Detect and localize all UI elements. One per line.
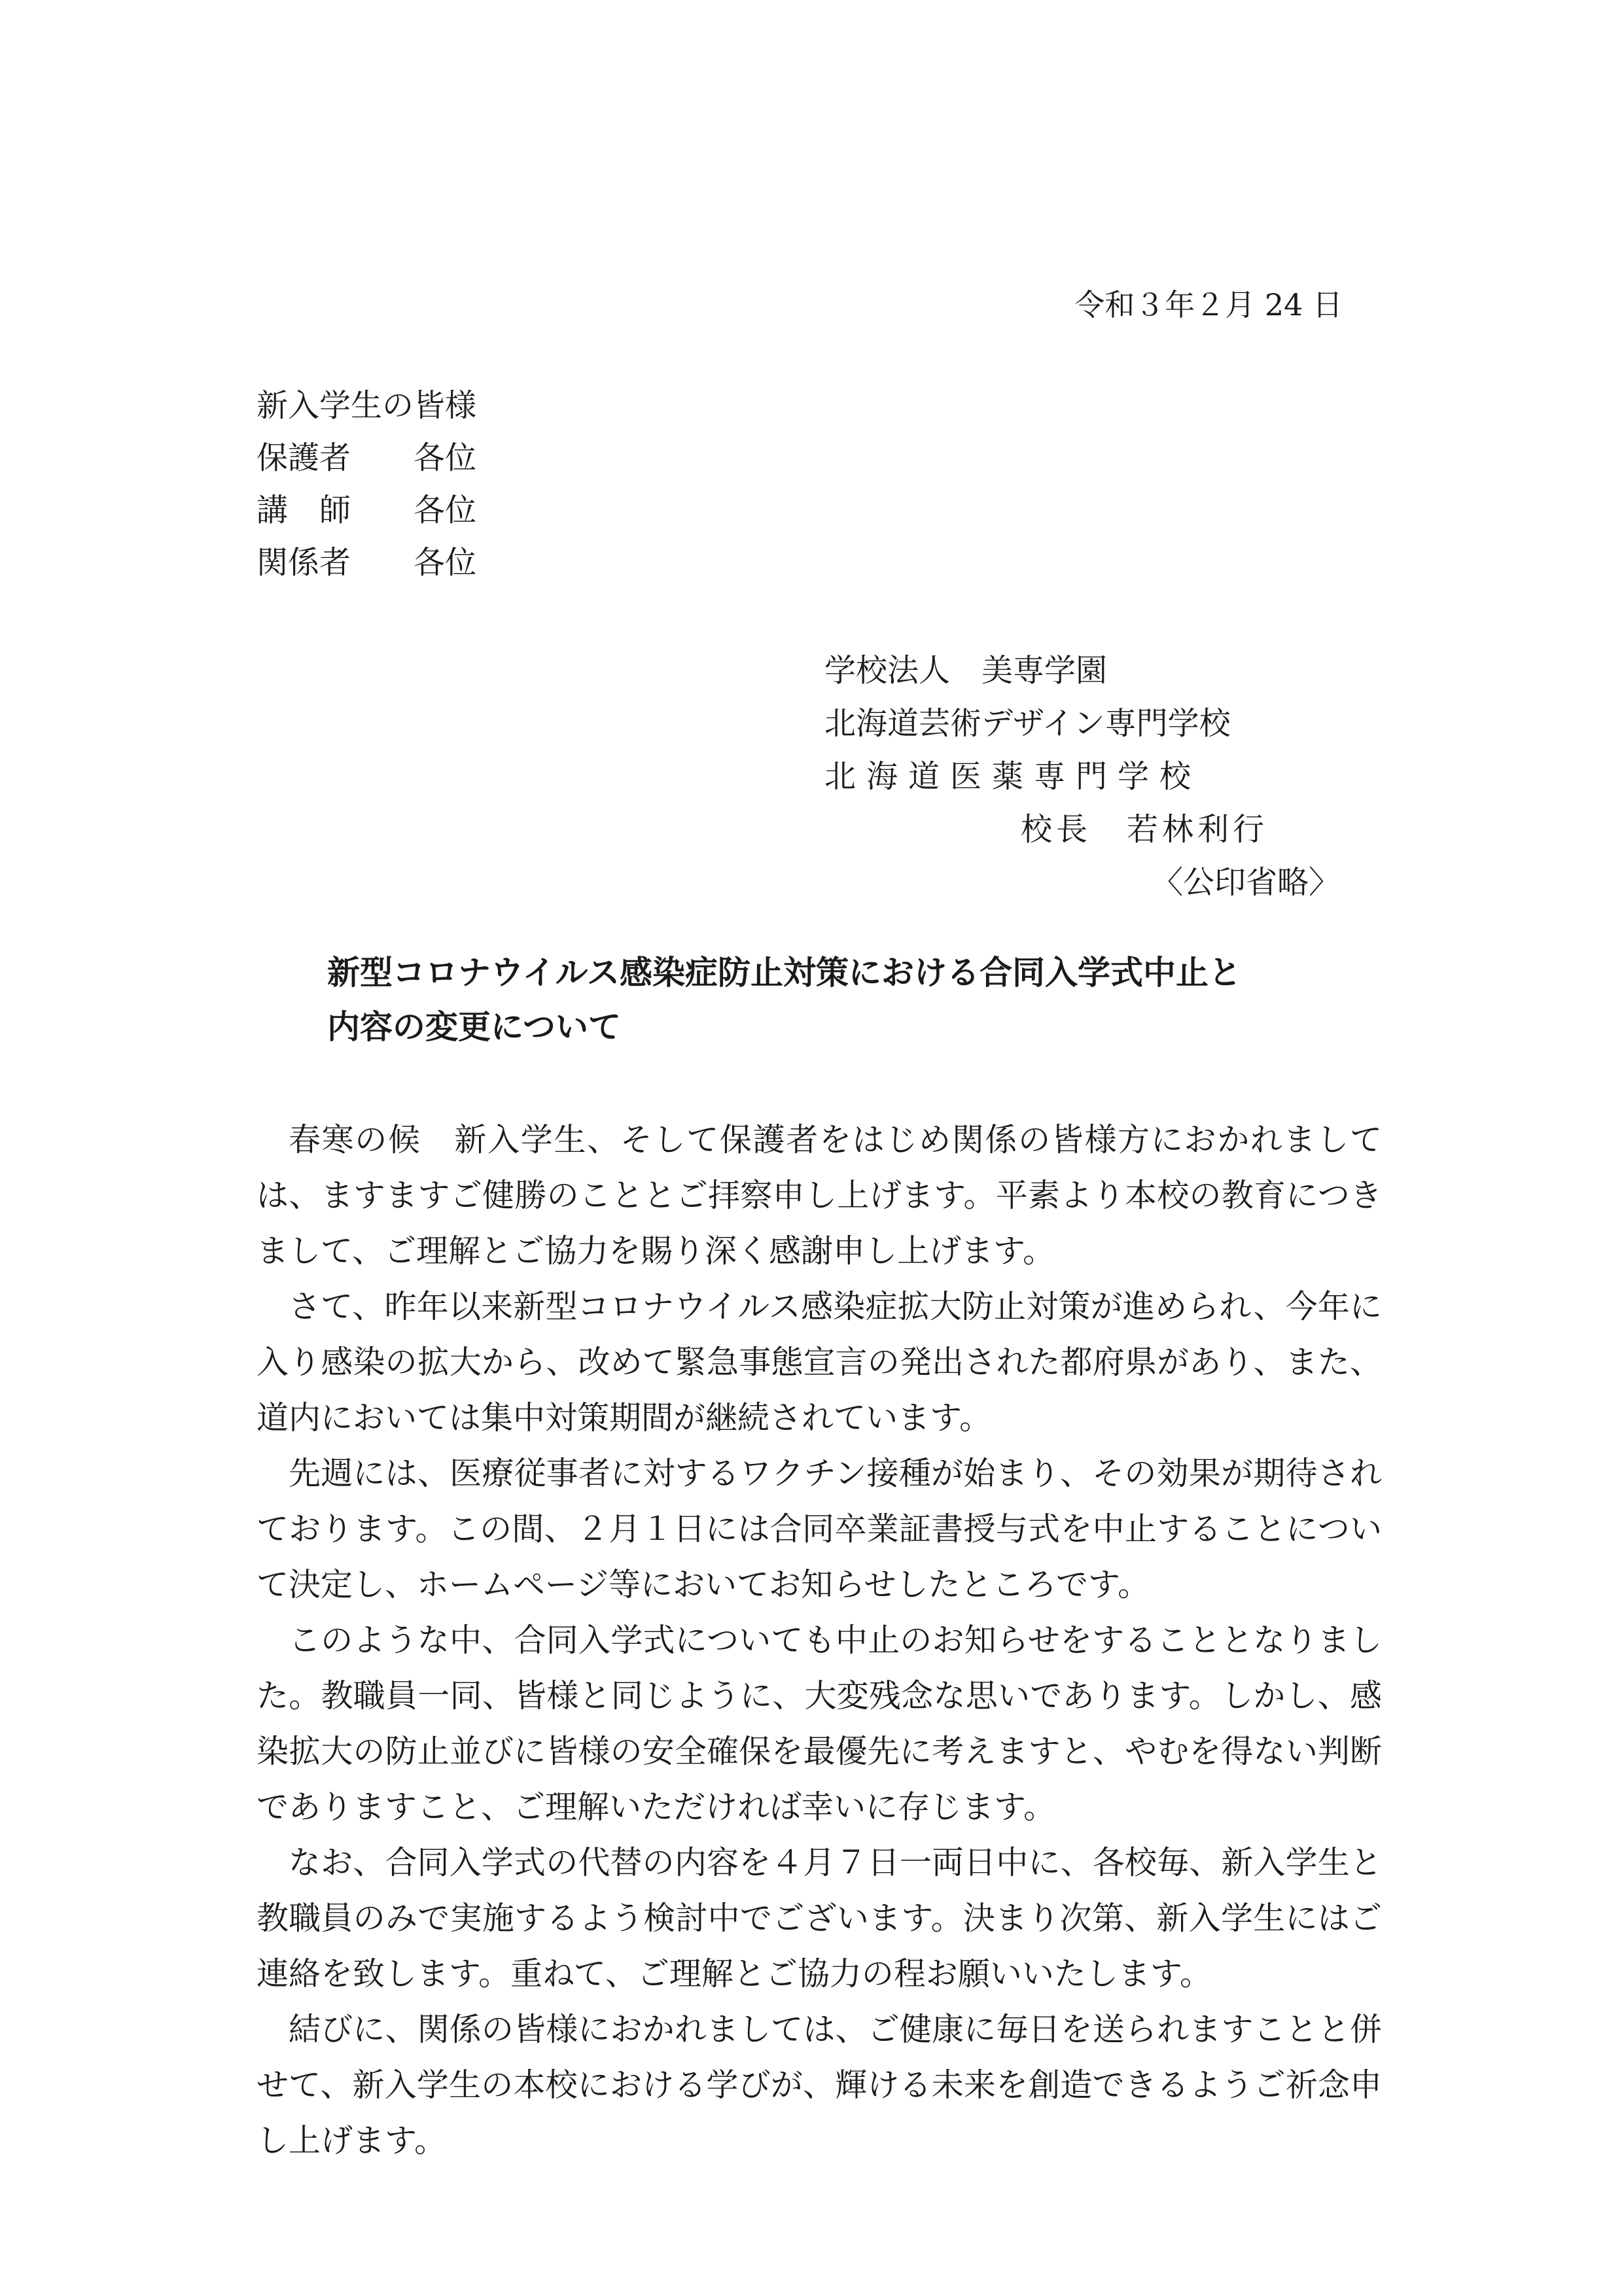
sender-corporation: 学校法人 美専学園 (824, 652, 1108, 689)
seal-omitted-note: 〈公印省略〉 (1152, 864, 1341, 901)
title-line-1: 新型コロナウイルス感染症防止対策における合同入学式中止と (327, 953, 1241, 992)
recipient-new-students: 新入学生の皆様 (256, 387, 477, 424)
body-paragraph-background: さて、昨年以来新型コロナウイルス感染症拡大防止対策が進められ、今年に入り感染の拡大から、改めて緊急事態宣言の発出された都府県があり、また、道内においては集中対策期間が継続されています。 (256, 1288, 1382, 1436)
body-paragraph-cancellation: このような中、合同入学式についても中止のお知らせをすることとなりました。教職員一同、皆様と同じように、大変残念な思いであります。しかし、感染拡大の防止並びに皆様の安全確保を最優先に考えますと、やむを得ない判断でありますこと、ご理解いただければ幸いに存じます。 (256, 1622, 1382, 1826)
sender-school-pharmacy: 北海道医薬専門学校 (824, 758, 1202, 795)
recipient-guardians: 保護者 各位 (256, 440, 477, 476)
document-date: 令和３年２月 24 日 (1074, 287, 1343, 322)
sender-principal: 校長 若林利行 (1021, 811, 1269, 848)
letter-body (256, 1112, 1382, 2168)
recipient-list (256, 379, 476, 589)
title-line-2: 内容の変更について (327, 1007, 621, 1046)
recipient-instructors: 講 師 各位 (256, 492, 477, 529)
sender-block (824, 644, 1340, 909)
body-paragraph-alternative: なお、合同入学式の代替の内容を４月７日一両日中に、各校毎、新入学生と教職員のみで実施するよう検討中でございます。決まり次第、新入学生にはご連絡を致します。重ねて、ご理解とご協力の程お願いいたします。 (256, 1844, 1382, 1992)
body-paragraph-vaccination: 先週には、医療従事者に対するワクチン接種が始まり、その効果が期待されております。この間、２月１日には合同卒業証書授与式を中止することについて決定し、ホームページ等においてお知らせしたところです。 (256, 1455, 1382, 1603)
sender-school-art-design: 北海道芸術デザイン専門学校 (824, 705, 1231, 742)
recipient-related-parties: 関係者 各位 (256, 544, 477, 581)
document-title (327, 945, 1241, 1054)
body-paragraph-closing: 結びに、関係の皆様におかれましては、ご健康に毎日を送られますことと併せて、新入学生の本校における学びが、輝ける未来を創造できるようご祈念申し上げます。 (256, 2011, 1382, 2159)
body-paragraph-greeting: 春寒の候 新入学生、そして保護者をはじめ関係の皆様方におかれましては、ますますご健勝のこととご拝察申し上げます。平素より本校の教育につきまして、ご理解とご協力を賜り深く感謝申し上げます。 (256, 1121, 1382, 1270)
